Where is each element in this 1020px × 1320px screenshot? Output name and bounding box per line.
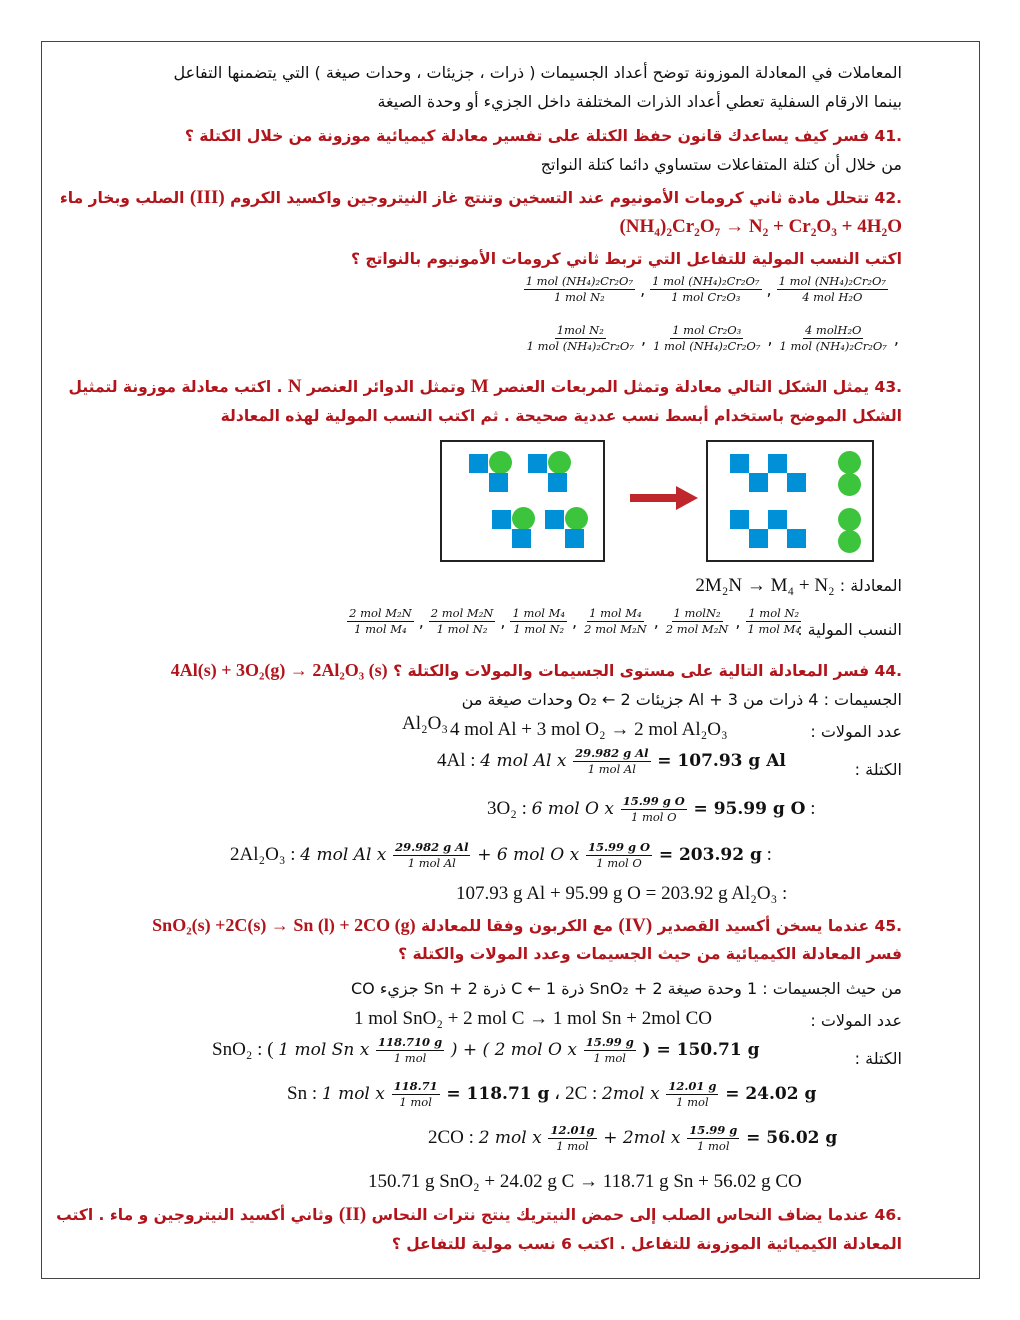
q45-particles: من حيث الجسيمات : 1 وحدة صيغة SnO₂ + 2 ذرة C ← 1 ذرة Sn + 2 جزيء CO xyxy=(351,979,902,998)
q45-equation: SnO₂(s) +2C(s) → Sn (l) + 2CO (g) xyxy=(152,915,416,935)
q45-moles-equation: 1 mol SnO₂ + 2 mol C → 1 mol Sn + 2mol CO xyxy=(354,1008,712,1029)
q45-text-b: مع الكربون وفقا للمعادلة xyxy=(421,917,613,935)
ratio-den: 1 mol (NH₄)₂Cr₂O₇ xyxy=(653,339,761,353)
q45-mass-sn-c xyxy=(287,1080,816,1109)
ratio-separator: , xyxy=(893,329,899,348)
ratio-den: 1 mol N₂ xyxy=(513,622,565,636)
eq-expr: 1 mol Sn x xyxy=(278,1039,370,1060)
frac-num: 12.01 g xyxy=(668,1079,717,1093)
q43-ratios xyxy=(345,607,804,636)
eq-fraction xyxy=(586,841,652,870)
q42-equation-text: (NH₄)₂Cr₂O₇ → N₂ + Cr₂O₃ + 4H₂O xyxy=(619,216,902,237)
ratio-den: 4 mol H₂O xyxy=(802,290,863,304)
eq-expr: + 2mol x xyxy=(603,1127,681,1148)
q42-ratios-row2 xyxy=(523,324,902,353)
q44-particles-tail xyxy=(402,714,448,734)
q45-mass-total: 150.71 g SnO₂ + 24.02 g C → 118.71 g Sn + 56.02 g CO xyxy=(368,1171,802,1192)
ratio-num: 1mol N₂ xyxy=(556,323,604,337)
q44-mass-al xyxy=(437,747,786,776)
ratio-num: 1 mol (NH₄)₂Cr₂O₇ xyxy=(652,274,760,288)
eq-fraction xyxy=(376,1036,444,1065)
ratio-separator: , xyxy=(653,612,659,631)
q43-question-line2: الشكل الموضح باستخدام أبسط نسب عددية صحيحة . ثم اكتب النسب المولية لهذه المعادلة xyxy=(220,407,902,425)
frac-den: 1 mol O xyxy=(630,810,677,824)
q45-question xyxy=(152,915,902,936)
eq-result: = 203.92 g xyxy=(658,844,762,865)
ratio-den: 2 mol M₂N xyxy=(665,622,729,636)
eq-expr: 4 mol Al x xyxy=(300,844,387,865)
frac-den: 1 mol Al xyxy=(407,856,456,870)
ratio-separator: , xyxy=(767,329,773,348)
ratio-den: 1 mol Cr₂O₃ xyxy=(671,290,741,304)
eq-expr: ) + ( 2 mol O x xyxy=(450,1039,577,1060)
q44-number: .44 xyxy=(874,662,902,680)
frac-den: 1 mol xyxy=(393,1051,427,1065)
q46-text-a: عندما يضاف النحاس الصلب إلى حمض النيتريك ينتج نترات النحاس xyxy=(371,1206,870,1224)
frac-den: 1 mol xyxy=(593,1051,626,1065)
n-circle xyxy=(565,507,588,530)
ratio-fraction xyxy=(664,607,731,636)
eq-prefix: Sn : xyxy=(287,1082,318,1104)
eq-comma: ، xyxy=(554,1082,561,1104)
q43-ratios-label: النسب المولية : xyxy=(797,620,902,639)
q45-number: .45 xyxy=(874,917,902,935)
eq-prefix: 2Al₂O₃ : xyxy=(230,843,296,865)
q46-text-b: وثاني أكسيد النيتروجين و ماء . اكتب xyxy=(56,1206,334,1224)
ratio-separator: , xyxy=(500,612,506,631)
q45-mass-sno2 xyxy=(212,1036,760,1065)
eq-prefix: SnO₂ : ( xyxy=(212,1038,274,1060)
eq-result: = 56.02 g xyxy=(746,1127,838,1148)
n-circle xyxy=(838,530,861,553)
ratio-fraction xyxy=(778,324,889,353)
ratio-fraction xyxy=(510,607,567,636)
eq-fraction xyxy=(666,1080,718,1109)
eq-prefix: 3O₂ : xyxy=(487,797,527,819)
ratio-num: 1 mol (NH₄)₂Cr₂O₇ xyxy=(525,274,634,288)
q45-mass-label: الكتلة : xyxy=(854,1049,902,1068)
n-circle xyxy=(489,451,512,474)
eq-fraction xyxy=(393,841,470,870)
m-square xyxy=(489,473,508,492)
q44-moles-equation: 4 mol Al + 3 mol O₂ → 2 mol Al₂O₃ xyxy=(450,719,728,740)
q43-equation-line xyxy=(695,576,902,596)
q45-mass-co xyxy=(428,1124,837,1153)
eq-result: = 107.93 g Al xyxy=(657,750,786,771)
frac-den: 1 mol Al xyxy=(587,762,636,776)
m-square xyxy=(768,510,787,529)
q42-text-a: تتحلل مادة ثاني كرومات الأمونيوم عند التسخين وتنتج غاز النيتروجين واكسيد الكروم xyxy=(230,189,870,207)
ratio-den: 1 mol M₄ xyxy=(747,622,800,636)
q43-text-a: يمثل الشكل التالي معادلة وتمثل المربعات العنصر xyxy=(494,378,870,396)
eq-fraction xyxy=(573,747,650,776)
eq-expr: 2 mol x xyxy=(478,1127,542,1148)
q42-text-b: الصلب وبخار ماء xyxy=(59,189,185,207)
q42-equation xyxy=(619,217,902,237)
ratio-den: 1 mol (NH₄)₂Cr₂O₇ xyxy=(779,339,887,353)
eq-fraction xyxy=(548,1124,596,1153)
frac-num: 29.982 g Al xyxy=(575,746,649,760)
eq-prefix: 4Al : xyxy=(437,749,476,771)
eq-colon: : xyxy=(810,797,816,819)
q44-mass-total: 107.93 g Al + 95.99 g O = 203.92 g Al₂O₃ : xyxy=(456,883,788,904)
m-square xyxy=(749,473,768,492)
eq-result: = 118.71 g xyxy=(446,1083,550,1104)
n-circle xyxy=(512,507,535,530)
m-square xyxy=(749,529,768,548)
ratio-num: 1 mol M₄ xyxy=(589,606,642,620)
q44-particles-text: 4 ذرات من Al + 3 جزيئات O₂ ← 2 وحدات صيغة من xyxy=(461,690,819,709)
q44-moles-label: عدد المولات : xyxy=(810,722,902,741)
ratio-separator: , xyxy=(640,280,646,299)
m-square xyxy=(787,529,806,548)
q43-number: .43 xyxy=(874,378,902,396)
ratio-num: 1 molN₂ xyxy=(673,606,721,620)
eq-result: = 24.02 g xyxy=(725,1083,817,1104)
intro-line-2: بينما الارقام السفلية تعطي أعداد الذرات المختلفة داخل الجزيء أو وحدة الصيغة xyxy=(377,92,902,111)
m-square xyxy=(787,473,806,492)
ratio-den: 2 mol M₂N xyxy=(584,622,647,636)
ratio-num: 2 mol M₂N xyxy=(430,606,494,620)
m-square xyxy=(545,510,564,529)
q44-equation: 4Al(s) + 3O₂(g) → 2Al₂O₃ (s) xyxy=(170,660,388,680)
q44-particles-tail-text: Al₂O₃ xyxy=(402,713,448,734)
frac-den: 1 mol xyxy=(399,1095,432,1109)
ratio-fraction xyxy=(525,324,636,353)
q45-question-line2: فسر المعادلة الكيميائية من حيث الجسيمات وعدد المولات والكتلة ؟ xyxy=(398,945,902,963)
frac-num: 29.982 g Al xyxy=(395,840,469,854)
eq-result: = 95.99 g O xyxy=(693,798,806,819)
ratio-den: 1 mol M₄ xyxy=(354,622,407,636)
ratio-fraction xyxy=(777,275,888,304)
eq-expr: 2mol x xyxy=(602,1083,660,1104)
q42-question xyxy=(60,188,902,208)
m-square xyxy=(528,454,547,473)
q44-moles xyxy=(810,722,902,742)
q43-equation-label: المعادلة : xyxy=(839,576,902,595)
frac-num: 15.99 g O xyxy=(622,794,685,808)
q41-text: فسر كيف يساعدك قانون حفظ الكتلة على تفسير معادلة كيميائية موزونة من خلال الكتلة ؟ xyxy=(184,127,870,145)
q44-question xyxy=(171,660,902,681)
q45-oxidation: (IV) xyxy=(618,915,653,936)
products-panel xyxy=(706,440,874,562)
m-square xyxy=(768,454,787,473)
ratio-separator: , xyxy=(640,329,647,348)
q43-equation: 2M₂N → M₄ + N₂ xyxy=(695,575,835,596)
q43-text-b: وتمثل الدوائر العنصر xyxy=(307,378,466,396)
q41-number: .41 xyxy=(874,127,902,145)
q41-answer: من خلال أن كتلة المتفاعلات ستساوي دائما كتلة النواتج xyxy=(540,155,902,174)
n-circle xyxy=(548,451,571,474)
m-square xyxy=(565,529,584,548)
frac-num: 15.99 g xyxy=(585,1035,634,1049)
ratio-fraction xyxy=(582,607,649,636)
m-square xyxy=(492,510,511,529)
q45-text-a: عندما يسخن أكسيد القصدير xyxy=(657,917,870,935)
eq-expr: + 6 mol O x xyxy=(477,844,580,865)
q43-symbol-n: N xyxy=(287,376,302,397)
q44-mass-label: الكتلة : xyxy=(854,760,902,779)
eq-fraction xyxy=(584,1036,636,1065)
q44-text: فسر المعادلة التالية على مستوى الجسيمات والمولات والكتلة ؟ xyxy=(393,662,870,680)
ratio-num: 1 mol N₂ xyxy=(748,606,800,620)
eq-fraction xyxy=(392,1080,440,1109)
frac-den: 1 mol xyxy=(697,1139,730,1153)
frac-num: 118.710 g xyxy=(378,1035,443,1049)
frac-den: 1 mol O xyxy=(596,856,642,870)
q46-question-line1 xyxy=(56,1205,902,1225)
ratio-num: 1 mol M₄ xyxy=(512,606,565,620)
ratio-separator: , xyxy=(418,612,424,631)
m-square xyxy=(730,454,749,473)
q42-number: .42 xyxy=(874,189,902,207)
n-circle xyxy=(838,451,861,474)
q46-oxidation: (II) xyxy=(338,1204,367,1225)
ratio-fraction xyxy=(347,607,414,636)
frac-num: 118.71 xyxy=(393,1079,438,1093)
m-square xyxy=(512,529,531,548)
ratio-num: 4 molH₂O xyxy=(804,323,862,337)
q43-text-c: . اكتب معادلة موزونة لتمثيل xyxy=(68,378,283,396)
reactants-panel xyxy=(440,440,605,562)
ratio-fraction xyxy=(429,607,496,636)
ratio-separator: , xyxy=(572,612,578,631)
ratio-den: 1 mol (NH₄)₂Cr₂O₇ xyxy=(526,339,634,353)
eq-fraction xyxy=(687,1124,739,1153)
q43-symbol-m: M xyxy=(470,376,489,397)
m-square xyxy=(548,473,567,492)
frac-den: 1 mol xyxy=(556,1139,589,1153)
ratio-fraction xyxy=(650,275,761,304)
q43-question-line1 xyxy=(69,377,903,397)
q44-particles xyxy=(462,690,902,710)
ratio-fraction xyxy=(524,275,635,304)
eq-expr: 4 mol Al x xyxy=(480,750,567,771)
eq-colon: : xyxy=(766,843,772,865)
ratio-num: 1 mol Cr₂O₃ xyxy=(672,323,742,337)
ratio-fraction xyxy=(651,324,762,353)
frac-num: 12.01g xyxy=(550,1123,595,1137)
reaction-arrow-icon xyxy=(630,486,698,510)
q41-question xyxy=(185,126,902,146)
ratio-separator: , xyxy=(735,612,741,631)
q46-question-line2: المعادلة الكيميائية الموزونة للتفاعل . اكتب 6 نسب مولية للتفاعل ؟ xyxy=(391,1235,902,1253)
intro-line-1: المعاملات في المعادلة الموزونة توضح أعداد الجسيمات ( ذرات ، جزيئات ، وحدات صيغة ) التي يتضمنها التفاعل xyxy=(173,63,902,82)
q42-ratios-row1 xyxy=(522,275,890,304)
eq-result: ) = 150.71 g xyxy=(642,1039,760,1060)
q46-number: .46 xyxy=(874,1206,902,1224)
ratio-num: 2 mol M₂N xyxy=(349,606,412,620)
ratio-den: 1 mol N₂ xyxy=(553,290,605,304)
q42-oxidation: (III) xyxy=(189,187,225,208)
eq-prefix: 2C : xyxy=(565,1082,598,1104)
m-square xyxy=(730,510,749,529)
q45-moles-label: عدد المولات : xyxy=(810,1011,902,1030)
n-circle xyxy=(838,473,861,496)
eq-fraction xyxy=(621,795,687,824)
q44-mass-al2o3 xyxy=(230,841,772,870)
q44-mass-o xyxy=(487,795,816,824)
ratio-num: 1 mol (NH₄)₂Cr₂O₇ xyxy=(778,274,886,288)
eq-expr: 1 mol x xyxy=(321,1083,385,1104)
q44-particles-label: الجسيمات : xyxy=(823,690,902,709)
frac-num: 15.99 g xyxy=(689,1123,738,1137)
m-square xyxy=(469,454,488,473)
frac-den: 1 mol xyxy=(676,1095,709,1109)
eq-prefix: 2CO : xyxy=(428,1126,474,1148)
frac-num: 15.99 g O xyxy=(587,840,651,854)
ratio-den: 1 mol N₂ xyxy=(436,622,488,636)
ratio-fraction xyxy=(745,607,802,636)
ratio-separator: , xyxy=(766,280,772,299)
eq-expr: 6 mol O x xyxy=(531,798,614,819)
n-circle xyxy=(838,508,861,531)
q42-prompt: اكتب النسب المولية للتفاعل التي تربط ثاني كرومات الأمونيوم بالنواتج ؟ xyxy=(351,250,902,268)
